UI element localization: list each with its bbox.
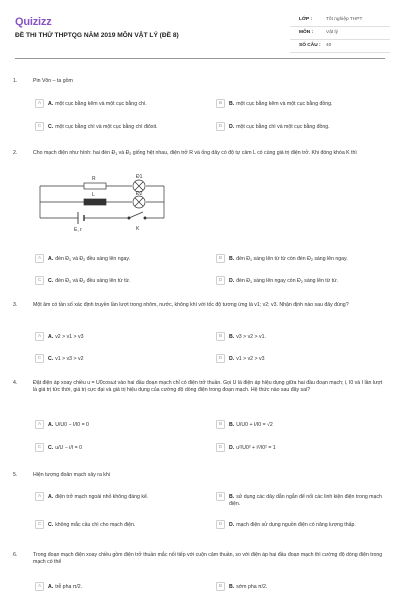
question-4 [13, 380, 389, 460]
question-5 [13, 472, 389, 542]
meta-value: Vật lý [326, 29, 338, 35]
option-c[interactable] [35, 122, 218, 131]
option-text: C. đèn $Đ_1$ và $Đ_2$ đều sáng lên từ từ. [48, 277, 131, 284]
option-d[interactable] [216, 122, 389, 131]
option-text: D. u²/U0² + i²/I0² = 1 [229, 444, 276, 451]
option-text: C. u/U − i/I = 0 [48, 444, 83, 451]
circuit-label-l: L [92, 192, 95, 198]
option-text: D. đèn $Đ_1$ sáng lên ngay còn $Đ_2$ sáng lên từ từ. [229, 277, 338, 284]
option-text: C. không mắc cầu chì cho mạch điện. [48, 521, 136, 528]
option-letter-box[interactable]: D [216, 354, 225, 363]
meta-row-count [290, 40, 390, 53]
question-text: Cho mạch điện như hình: hai đèn $Đ_1$ và $Đ_2$ giống hệt nhau, điện trở R và ống dây có độ tự cảm L có cùng giá trị điện trở. Khi đóng khóa K thì [33, 150, 357, 156]
option-text: A. U/U0 − I/I0 = 0 [48, 421, 89, 428]
header-divider [15, 58, 385, 59]
option-letter-box[interactable]: D [216, 443, 225, 452]
meta-row-subject [290, 27, 390, 40]
question-number: 6. [13, 552, 18, 558]
meta-value: 40 [326, 42, 332, 48]
option-a[interactable] [35, 420, 198, 429]
option-letter-box[interactable]: D [216, 276, 225, 285]
question-text: Đặt điện áp xoay chiều u = U0cosωt vào hai đầu đoạn mạch chỉ có điện trở thuần. Gọi U là điện áp hiệu dụng giữa hai đầu đoạn mạch; i, I0 và I lần lượt là giá trị tức thời, giá trị cực đại và giá trị hiệu dụng của cường độ dòng điện trong đoạn mạch. Hệ thức nào sau đây sai? [33, 380, 383, 394]
option-c[interactable] [35, 276, 218, 285]
option-letter-box[interactable]: B [216, 332, 225, 341]
question-number: 2. [13, 150, 18, 156]
option-letter-box[interactable]: B [216, 254, 225, 263]
question-text: Một âm có tần số xác định truyền lần lượt trong nhôm, nước, không khí với tốc độ tương ứng là v1; v2; v3. Nhận định nào sau đây đúng? [33, 302, 349, 308]
option-d[interactable] [216, 354, 379, 363]
option-letter-box[interactable]: A [35, 332, 44, 341]
exam-title: ĐỀ THI THỬ THPTQG NĂM 2019 MÔN VẬT LÝ (ĐỀ 8) [15, 32, 179, 39]
option-text: A. một cục bằng kẽm và một cục bằng chì. [48, 100, 147, 107]
question-number: 4. [13, 380, 18, 386]
option-letter-box[interactable]: A [35, 420, 44, 429]
meta-label: MÔN : [299, 29, 314, 35]
option-letter-box[interactable]: C [35, 443, 44, 452]
option-letter-box[interactable]: C [35, 122, 44, 131]
option-d[interactable] [216, 520, 389, 529]
option-c[interactable] [35, 443, 198, 452]
option-letter-box[interactable]: C [35, 276, 44, 285]
option-text: A. v2 > v1 > v3 [48, 333, 84, 340]
circuit-label-k: K [136, 226, 140, 232]
meta-label: SỐ CÂU : [299, 42, 321, 48]
option-a[interactable] [35, 332, 198, 341]
meta-row-class [290, 14, 390, 27]
option-letter-box[interactable]: B [216, 420, 225, 429]
logo-text: Quizizz [15, 15, 52, 28]
option-b[interactable] [216, 254, 394, 263]
option-letter-box[interactable]: B [216, 582, 225, 591]
option-b[interactable] [216, 99, 389, 108]
option-text: D. mạch điện sử dụng nguồn điện có năng lượng thấp. [229, 521, 356, 528]
option-letter-box[interactable]: A [35, 254, 44, 263]
question-number: 5. [13, 472, 18, 478]
question-1 [13, 78, 389, 138]
option-letter-box[interactable]: C [35, 354, 44, 363]
option-letter-box[interactable]: B [216, 492, 225, 501]
option-text: C. một cục bằng chì và một cục bằng chì điôxit. [48, 123, 158, 130]
quizizz-logo [15, 16, 52, 28]
option-text: B. v3 > v2 > v1. [229, 333, 266, 340]
option-d[interactable] [216, 443, 379, 452]
option-d[interactable] [216, 276, 394, 285]
option-a[interactable] [35, 99, 218, 108]
question-text: Trong đoạn mạch điện xoay chiều gồm điện trở thuần mắc nối tiếp với cuộn cảm thuần, so với điện áp hai đầu đoạn mạch thì cường độ dòng điện trong mạch có thể [33, 552, 383, 566]
question-number: 3. [13, 302, 18, 308]
option-a[interactable] [35, 582, 198, 591]
option-text: B. sử dụng các dây dẫn ngắn để nối các linh kiện điện trong mạch điện. [229, 493, 382, 507]
option-text: B. đèn $Đ_1$ sáng lên từ từ còn đèn $Đ_2$ sáng lên ngay. [229, 255, 348, 262]
option-letter-box[interactable]: D [216, 520, 225, 529]
option-text: B. sớm pha π/2. [229, 583, 268, 590]
question-6 [13, 552, 389, 598]
option-letter-box[interactable]: B [216, 99, 225, 108]
option-letter-box[interactable]: C [35, 520, 44, 529]
option-b[interactable] [216, 582, 379, 591]
question-2 [13, 150, 389, 290]
option-text: A. điện trở mạch ngoài nhỏ không đáng kể. [48, 493, 149, 500]
option-letter-box[interactable]: A [35, 492, 44, 501]
option-c[interactable] [35, 354, 198, 363]
question-number: 1. [13, 78, 18, 84]
option-letter-box[interactable]: A [35, 582, 44, 591]
option-c[interactable] [35, 520, 213, 529]
option-b[interactable] [216, 332, 379, 341]
meta-label: LỚP : [299, 16, 313, 22]
option-text: D. một cục bằng chì và một cục bằng đồng. [229, 123, 330, 130]
option-text: A. trễ pha π/2. [48, 583, 83, 590]
option-letter-box[interactable]: A [35, 99, 44, 108]
option-b[interactable] [216, 492, 389, 508]
meta-value: Tốt nghiệp THPT [326, 16, 363, 22]
option-a[interactable] [35, 492, 213, 501]
option-text: B. một cục bằng kẽm và một cục bằng đồng. [229, 100, 333, 107]
option-text: D. v1 > v2 > v3 [229, 355, 265, 362]
option-text: B. U/U0 + I/I0 = √2 [229, 421, 273, 428]
question-text: Hiện tượng đoản mạch xảy ra khi [33, 472, 110, 478]
exam-meta-table [290, 14, 390, 53]
circuit-label-d2: Đ2 [136, 191, 143, 197]
circuit-label-d1: Đ1 [136, 174, 143, 180]
circuit-diagram [32, 172, 174, 234]
option-letter-box[interactable]: D [216, 122, 225, 131]
option-text: C. v1 > v3 > v2 [48, 355, 84, 362]
circuit-label-r: R [92, 176, 96, 182]
option-b[interactable] [216, 420, 379, 429]
option-text: A. đèn $Đ_1$ và $Đ_2$ đều sáng lên ngay. [48, 255, 131, 262]
option-a[interactable] [35, 254, 218, 263]
circuit-label-source: E, r [74, 227, 82, 233]
question-3 [13, 302, 389, 368]
question-text: Pin Vôn – ta gồm [33, 78, 73, 84]
